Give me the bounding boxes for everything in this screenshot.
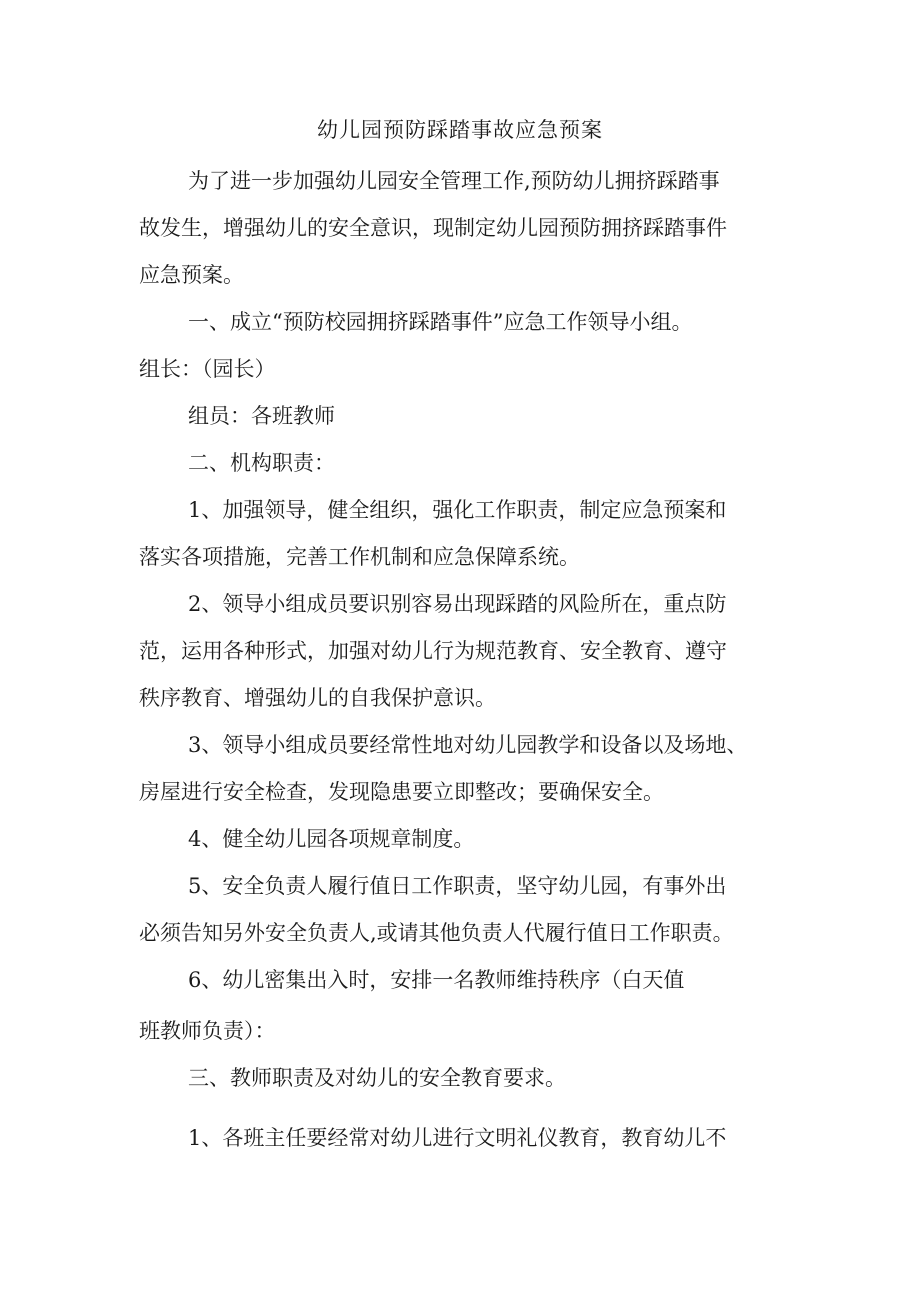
text-line: 4、健全幼儿园各项规章制度。 <box>188 827 475 851</box>
text-line: 3、领导小组成员要经常性地对幼儿园教学和设备以及场地、 <box>188 733 748 757</box>
duty-2-paragraph <box>139 581 789 722</box>
text-line: 应急预案。 <box>139 263 244 287</box>
duty-6-paragraph <box>139 957 789 1055</box>
duty-1-paragraph <box>139 487 789 581</box>
leader-line <box>139 346 789 393</box>
text-line: 1、加强领导，健全组织，强化工作职责，制定应急预案和 <box>188 498 727 522</box>
members-line <box>139 393 789 440</box>
intro-paragraph <box>139 158 789 299</box>
text-line: 秩序教育、增强幼儿的自我保护意识。 <box>139 686 496 710</box>
section-1-heading <box>139 299 789 346</box>
duty-3-paragraph <box>139 722 789 816</box>
text-line: 一、成立“预防校园拥挤踩踏事件”应急工作领导小组。 <box>188 310 693 334</box>
text-line: 5、安全负责人履行值日工作职责，坚守幼儿园，有事外出 <box>188 874 727 898</box>
duty-5-paragraph <box>139 863 789 957</box>
text-line: 6、幼儿密集出入时，安排一名教师维持秩序（白天值 <box>188 968 685 992</box>
text-line: 组长：（园长） <box>139 357 276 381</box>
teacher-duty-1-paragraph <box>139 1115 789 1162</box>
text-line: 落实各项措施，完善工作机制和应急保障系统。 <box>139 545 580 569</box>
text-line: 二、机构职责： <box>188 451 335 475</box>
text-line: 为了进一步加强幼儿园安全管理工作,预防幼儿拥挤踩踏事 <box>188 169 720 193</box>
text-line: 范，运用各种形式，加强对幼儿行为规范教育、安全教育、遵守 <box>139 639 727 663</box>
duty-4-paragraph <box>139 816 789 863</box>
section-3-heading <box>139 1055 789 1102</box>
text-line: 组员：各班教师 <box>188 404 335 428</box>
text-line: 班教师负责）： <box>139 1019 276 1043</box>
section-2-heading <box>139 440 789 487</box>
text-line: 1、各班主任要经常对幼儿进行文明礼仪教育，教育幼儿不 <box>188 1126 727 1150</box>
text-line: 必须告知另外安全负责人,或请其他负责人代履行值日工作职责。 <box>139 921 734 945</box>
document-title: 幼儿园预防踩踏事故应急预案 <box>317 118 603 142</box>
text-line: 故发生，增强幼儿的安全意识，现制定幼儿园预防拥挤踩踏事件 <box>139 216 727 240</box>
text-line: 房屋进行安全检查，发现隐患要立即整改；要确保安全。 <box>139 780 664 804</box>
text-line: 2、领导小组成员要识别容易出现踩踏的风险所在，重点防 <box>188 592 727 616</box>
text-line: 三、教师职责及对幼儿的安全教育要求。 <box>188 1066 566 1090</box>
